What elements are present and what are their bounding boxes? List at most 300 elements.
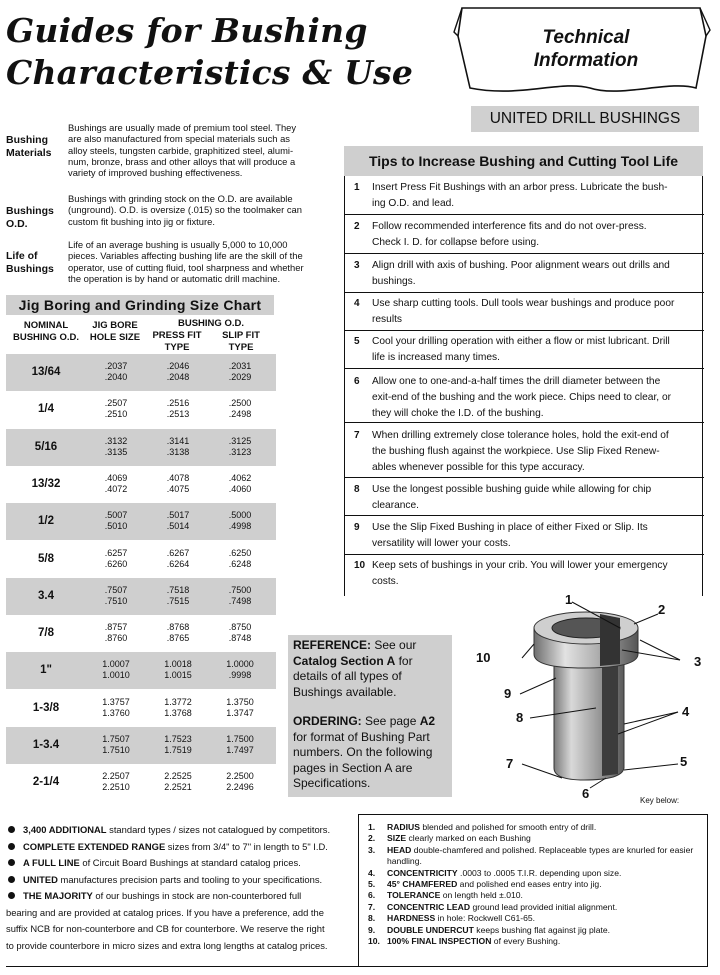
callout-1: 1 <box>565 592 573 607</box>
chart-row-press-values <box>148 473 208 495</box>
tip-text-line: the bushing flush against the workpiece. Use Slip Fixed Renew- <box>372 446 660 457</box>
key-item-bold: HARDNESS <box>387 913 436 924</box>
chart-value: .2500 <box>228 398 252 409</box>
chart-row <box>6 578 276 615</box>
chart-row <box>6 466 276 503</box>
info-text <box>68 193 338 227</box>
chart-row-press-values <box>148 697 208 719</box>
callout-6: 6 <box>582 786 590 801</box>
key-item-text: in hole: Rockwell C61-65. <box>435 913 536 924</box>
bullet-dot <box>8 876 15 883</box>
chart-row-size: 1/2 <box>38 515 54 528</box>
chart-value: .5010 <box>104 521 128 532</box>
chart-value: .9998 <box>228 670 252 681</box>
col-header-jig-bore <box>84 320 146 344</box>
chart-row-size: 1" <box>40 664 52 677</box>
tip-text-line: exit-end of the bushing and the work piece. Chips need to clear, or <box>372 392 672 403</box>
key-item-bold: DOUBLE UNDERCUT <box>387 924 474 935</box>
chart-value: 1.3772 <box>164 696 192 707</box>
chart-row-slip-values <box>210 697 270 719</box>
key-item-text: keeps bushing flat against jig plate. <box>473 924 611 935</box>
chart-value: 1.0010 <box>102 670 130 681</box>
key-below-label: Key below: <box>640 796 680 805</box>
chart-row-press-values <box>148 622 208 644</box>
key-item-bold: RADIUS <box>387 822 420 832</box>
key-item-bold: SIZE <box>387 833 407 844</box>
feature-bullet-bold: THE MAJORITY <box>23 890 93 901</box>
feature-bullet-text: of our bushings in stock are non-counterbored full <box>92 890 302 901</box>
tip-divider <box>345 368 704 369</box>
tip-text <box>372 428 700 476</box>
tip-text <box>372 334 700 366</box>
bottom-rule <box>6 966 708 967</box>
chart-value: .8757 <box>104 622 128 633</box>
chart-value: .7498 <box>228 595 252 606</box>
col-header-press-2: TYPE <box>164 342 190 353</box>
chart-row-jig-values <box>86 361 146 383</box>
chart-value: .7515 <box>166 595 190 606</box>
info-text-line: Bushings with grinding stock on the O.D. are available <box>68 193 293 204</box>
tip-text <box>372 296 700 328</box>
key-item <box>368 879 708 890</box>
key-box-left-border <box>358 814 359 966</box>
bullet-dot <box>8 859 15 866</box>
chart-value: 1.7500 <box>226 734 254 744</box>
chart-value: .3123 <box>228 446 252 457</box>
chart-row-size: 1-3/8 <box>32 701 60 714</box>
key-item-bold: 100% FINAL INSPECTION <box>387 936 492 947</box>
chart-row-jig-values <box>86 622 146 644</box>
key-item <box>368 833 708 844</box>
tip-number: 5 <box>354 336 360 347</box>
chart-row-size: 13/32 <box>31 477 61 490</box>
chart-value: .2031 <box>228 361 252 371</box>
feature-bullet-bold: UNITED <box>23 873 58 885</box>
chart-row-slip-values <box>210 510 270 532</box>
key-item-number: 3. <box>368 844 376 855</box>
key-item-text: blended and polished for smooth entry of drill. <box>419 822 597 832</box>
feature-bullet-bold: A FULL LINE <box>23 857 80 868</box>
chart-row-slip-values <box>210 622 270 644</box>
chart-value: .2507 <box>104 398 128 409</box>
chart-value: .8765 <box>166 633 190 644</box>
chart-row-slip-values <box>210 734 270 756</box>
chart-row-jig-values <box>86 734 146 756</box>
chart-value: .3132 <box>104 435 128 446</box>
ordering-paragraph <box>293 714 447 792</box>
chart-row-press-values <box>148 659 208 681</box>
key-item-number: 9. <box>368 924 376 935</box>
chart-value: .6260 <box>104 558 128 569</box>
chart-value: .8768 <box>166 622 190 633</box>
chart-value: 1.0007 <box>102 659 130 670</box>
chart-row <box>6 652 276 689</box>
key-item <box>368 845 708 868</box>
bushing-diagram <box>472 588 712 808</box>
tip-text-line: Check I. D. for collapse before using. <box>372 237 540 248</box>
chart-value: 1.7507 <box>102 734 130 744</box>
chart-value: 1.3747 <box>226 707 254 718</box>
feature-bullet-text: standard types / sizes not catalogued by competitors. <box>106 824 331 835</box>
chart-value: 1.3760 <box>102 707 130 718</box>
tip-text <box>372 482 700 514</box>
chart-value: 1.3750 <box>226 696 254 707</box>
tip-text-line: Keep sets of bushings in your crib. You will lower your emergency <box>372 560 668 571</box>
chart-row-slip-values <box>210 771 270 793</box>
badge-line-2: Information <box>533 50 639 71</box>
chart-row-slip-values <box>210 473 270 495</box>
chart-row-slip-values <box>210 398 270 420</box>
tip-text-line: Use sharp cutting tools. Dull tools wear bushings and produce poor <box>372 298 675 309</box>
tip-number: 4 <box>354 298 360 309</box>
chart-value: .5007 <box>104 510 128 521</box>
key-item-number: 10. <box>368 936 380 947</box>
chart-value: .2516 <box>166 398 190 409</box>
chart-row-press-values <box>148 361 208 383</box>
chart-row-jig-values <box>86 548 146 570</box>
title-line-2: Characteristics & Use <box>6 53 414 92</box>
chart-value: .6264 <box>166 558 190 569</box>
technical-info-badge <box>450 2 712 98</box>
tip-number: 6 <box>354 376 360 387</box>
key-item-bold: CONCENTRICITY <box>387 867 458 878</box>
tips-heading: Tips to Increase Bushing and Cutting Tool Life <box>344 146 703 176</box>
chart-value: .2510 <box>104 409 128 420</box>
chart-value: .2048 <box>166 372 190 382</box>
chart-value: .4069 <box>104 472 128 483</box>
feature-bullet <box>6 855 356 872</box>
chart-value: 2.2525 <box>164 771 192 782</box>
feature-bullet-text: manufactures precision parts and tooling to your specifications. <box>57 873 323 885</box>
key-item <box>368 902 708 913</box>
chart-row-slip-values <box>210 548 270 570</box>
col-header-press-1: PRESS FIT <box>152 330 202 341</box>
key-item <box>368 822 708 833</box>
chart-value: .2040 <box>104 372 128 382</box>
chart-row-slip-values <box>210 436 270 458</box>
chart-value: .2029 <box>228 372 252 382</box>
callout-4: 4 <box>682 704 690 719</box>
chart-value: .6257 <box>104 547 128 558</box>
callout-7: 7 <box>506 756 514 771</box>
tip-text-line: ing O.D. and lead. <box>372 198 455 209</box>
key-item-number: 2. <box>368 833 376 844</box>
col-header-slip-fit <box>210 330 272 354</box>
chart-value: 1.3768 <box>164 707 192 718</box>
key-item-bold: 45° CHAMFERED <box>387 879 458 890</box>
info-text <box>68 239 338 284</box>
callout-5: 5 <box>680 754 688 769</box>
callout-2: 2 <box>658 602 666 617</box>
chart-value: 1.0000 <box>226 659 254 670</box>
tip-number: 10 <box>354 560 366 571</box>
chart-value: .3125 <box>228 435 252 446</box>
key-item-number: 6. <box>368 890 376 901</box>
key-item <box>368 868 708 879</box>
feature-bullet-text: of Circuit Board Bushings at standard catalog prices. <box>79 857 301 868</box>
key-item-text: ground lead provided initial alignment. <box>470 901 618 912</box>
chart-value: .7518 <box>166 584 190 595</box>
chart-value: 2.2496 <box>226 782 254 793</box>
tip-number: 7 <box>354 430 360 441</box>
chart-value: 1.7510 <box>102 745 130 755</box>
chart-value: 1.3757 <box>102 696 130 707</box>
tip-text <box>372 258 700 290</box>
col-header-bushing-od: BUSHING O.D. <box>178 318 244 329</box>
info-text-line: the operation is by hand or automatic drill machine. <box>68 272 281 284</box>
col-header-jig-1: JIG BORE <box>92 320 138 331</box>
key-box-top-border <box>358 814 708 815</box>
info-label-line: Materials <box>6 147 52 159</box>
tip-text-line: life is increased many times. <box>372 352 500 363</box>
key-item-bold: CONCENTRIC LEAD <box>387 901 471 912</box>
key-item-number: 1. <box>368 822 376 832</box>
tip-divider <box>345 253 704 254</box>
chart-value: 2.2510 <box>102 782 130 793</box>
info-label-line: Bushing <box>6 134 48 146</box>
tip-text <box>372 219 700 251</box>
key-item-text: on length held ±.010. <box>440 890 523 901</box>
chart-row <box>6 764 276 801</box>
chart-row-size: 13/64 <box>31 366 61 378</box>
feature-bullet-continuation: suffix NCB for non-counterbore and CB for counterbore. We reserve the right <box>6 923 325 934</box>
tip-text <box>372 374 700 422</box>
chart-value: .3135 <box>104 446 128 457</box>
chart-value: .7500 <box>228 584 252 595</box>
info-text-line: Life of an average bushing is usually 5,000 to 10,000 <box>68 239 288 250</box>
key-item-number: 8. <box>368 913 376 924</box>
tip-text-line: Use the Slip Fixed Bushing in place of either Fixed or Slip. Its <box>372 522 648 533</box>
tip-number: 1 <box>354 182 360 193</box>
feature-bullet <box>6 872 356 889</box>
chart-value: .5017 <box>166 510 190 521</box>
chart-row-size: 2-1/4 <box>32 776 60 789</box>
chart-row-jig-values <box>86 585 146 607</box>
tip-divider <box>345 554 704 555</box>
chart-value: .8750 <box>228 622 252 633</box>
united-drill-bushings-label: UNITED DRILL BUSHINGS <box>471 106 699 132</box>
info-label-line: Life of <box>6 250 38 262</box>
chart-value: .2037 <box>104 361 128 371</box>
tip-text <box>372 180 700 212</box>
chart-row-jig-values <box>86 473 146 495</box>
info-text-line: (unground). O.D. is oversize (.015) so the toolmaker can <box>68 204 302 216</box>
chart-row-size: 3.4 <box>38 589 54 602</box>
badge-text <box>486 26 686 72</box>
key-item-number: 7. <box>368 901 376 912</box>
chart-value: .4075 <box>166 483 190 494</box>
ordering-text-2: for format of Bushing Part numbers. On the following pages in Section A are Specifications. <box>293 729 433 790</box>
chart-row-jig-values <box>86 697 146 719</box>
reference-heading: REFERENCE: <box>293 638 372 652</box>
feature-bullets <box>6 822 356 954</box>
info-label <box>6 134 66 160</box>
feature-bullet <box>6 822 356 839</box>
info-label <box>6 205 66 231</box>
title-line-1: Guides for Bushing <box>6 11 368 50</box>
chart-value: .3138 <box>166 446 190 457</box>
page-title <box>6 10 446 94</box>
tip-divider <box>345 477 704 478</box>
key-item <box>368 890 708 901</box>
tip-text-line: costs. <box>372 576 399 587</box>
chart-row <box>6 503 276 540</box>
key-item-bold: TOLERANCE <box>387 890 441 901</box>
info-text-line: custom fit bushing into jig or fixture. <box>68 215 215 227</box>
info-label <box>6 250 66 276</box>
chart-value: .5014 <box>166 521 190 532</box>
tips-list <box>344 176 703 596</box>
feature-bullet-continuation: to provide counterbore in micro sizes and extra long lengths at catalog prices. <box>6 939 328 951</box>
info-text-line: num, bronze, brass and other alloys that will produce a <box>68 155 296 167</box>
bullet-dot <box>8 892 15 899</box>
chart-row <box>6 429 276 466</box>
tip-text-line: Use the longest possible bushing guide while allowing for chip <box>372 484 652 495</box>
info-label-line: O.D. <box>6 218 28 230</box>
tip-number: 3 <box>354 260 360 271</box>
key-item-bold: HEAD <box>387 844 412 855</box>
chart-row-press-values <box>148 510 208 532</box>
chart-row <box>6 615 276 652</box>
chart-value: 2.2500 <box>226 771 254 782</box>
chart-row-size: 5/16 <box>34 440 58 453</box>
chart-row-slip-values <box>210 585 270 607</box>
key-item <box>368 936 708 947</box>
info-text-line: Bushings are usually made of premium tool steel. They <box>68 122 297 133</box>
chart-value: .4072 <box>104 483 128 494</box>
ordering-page-ref: A2 <box>419 714 436 728</box>
reference-text-1: See our <box>371 638 417 652</box>
tip-text-line: bushings. <box>372 276 416 287</box>
chart-row-slip-values <box>210 361 270 383</box>
col-header-slip-1: SLIP FIT <box>222 330 260 341</box>
feature-bullet-text: sizes from 3/4" to 7" in length to 5" I.D. <box>165 840 328 852</box>
callout-3: 3 <box>694 654 702 669</box>
bullet-dot <box>8 826 15 833</box>
chart-value: .4060 <box>228 483 252 494</box>
chart-row-press-values <box>148 398 208 420</box>
tip-text-line: Allow one to one-and-a-half times the drill diameter between the <box>372 376 661 387</box>
col-header-jig-2: HOLE SIZE <box>89 332 141 343</box>
chart-value: 1.7519 <box>164 745 192 755</box>
key-item-text: clearly marked on each Bushing <box>406 833 531 844</box>
tip-divider <box>345 515 704 516</box>
chart-row-press-values <box>148 585 208 607</box>
chart-row-size: 1/4 <box>38 403 54 416</box>
tip-divider <box>345 330 704 331</box>
info-label-line: Bushings <box>6 205 54 217</box>
chart-value: .6248 <box>228 558 252 569</box>
chart-value: .7510 <box>104 595 128 606</box>
tip-text-line: they will choke the I.D. of the bushing. <box>372 408 544 419</box>
feature-bullet <box>6 888 356 905</box>
col-header-slip-2: TYPE <box>228 342 254 353</box>
tip-text-line: ables whenever possible for this type accuracy. <box>372 462 585 473</box>
info-block <box>6 239 338 299</box>
key-item-text: double-chamfered and polished. Replaceable types are knurled for easier handling. <box>387 844 694 867</box>
chart-row-size: 7/8 <box>38 627 54 640</box>
feature-bullet-bold: COMPLETE EXTENDED RANGE <box>23 840 166 852</box>
chart-value: .8760 <box>104 633 128 644</box>
tip-text-line: When drilling extremely close tolerance holes, hold the exit-end of <box>372 430 669 441</box>
key-item-text: and polished end eases entry into jig. <box>457 879 602 890</box>
key-item <box>368 913 708 924</box>
chart-value: .6267 <box>166 547 190 558</box>
info-text-line: pieces. Variables affecting bushing life are the skill of the <box>68 250 303 262</box>
tip-text-line: versatility will lower your costs. <box>372 538 511 549</box>
feature-bullet-bold: 3,400 ADDITIONAL <box>23 824 107 835</box>
col-header-press-fit <box>146 330 208 354</box>
chart-value: .2513 <box>166 409 190 420</box>
feature-bullet <box>6 839 356 856</box>
chart-value: .3141 <box>166 435 190 446</box>
chart-row-slip-values <box>210 659 270 681</box>
tip-text-line: Follow recommended interference fits and do not over-press. <box>372 221 647 232</box>
reference-box <box>288 635 452 797</box>
chart-row-jig-values <box>86 436 146 458</box>
chart-value: 1.7497 <box>226 745 254 755</box>
callout-8: 8 <box>516 710 524 725</box>
chart-value: 1.7523 <box>164 734 192 744</box>
key-item-number: 5. <box>368 879 376 890</box>
chart-value: .8748 <box>228 633 252 644</box>
chart-row <box>6 354 276 391</box>
chart-value: 2.2507 <box>102 771 130 782</box>
chart-row-jig-values <box>86 659 146 681</box>
callout-10: 10 <box>476 650 491 665</box>
tip-number: 9 <box>354 522 360 533</box>
chart-value: 2.2521 <box>164 782 192 793</box>
reference-paragraph <box>293 638 447 700</box>
ordering-heading: ORDERING: <box>293 714 362 728</box>
chart-value: .2046 <box>166 361 190 371</box>
tip-text <box>372 520 700 552</box>
chart-row <box>6 690 276 727</box>
key-item-number: 4. <box>368 867 376 878</box>
callout-9: 9 <box>504 686 512 701</box>
chart-value: 1.0018 <box>164 659 192 670</box>
info-text <box>68 122 338 178</box>
info-text-line: are also manufactured from special materials such as <box>68 133 290 145</box>
tip-number: 2 <box>354 221 360 232</box>
chart-row-size: 5/8 <box>38 552 54 565</box>
tip-divider <box>345 214 704 215</box>
chart-value: .6250 <box>228 547 252 558</box>
ordering-text-1: See page <box>361 714 420 728</box>
reference-link-catalog: Catalog Section A <box>293 653 396 668</box>
chart-value: .7507 <box>104 584 128 595</box>
chart-value: .5000 <box>228 510 252 521</box>
chart-value: .4998 <box>228 521 252 532</box>
badge-line-1: Technical <box>542 27 630 48</box>
info-text-line: variety of improved bushing effectiveness. <box>68 167 243 179</box>
key-item-text: .0003 to .0005 T.I.R. depending upon size. <box>457 867 622 878</box>
chart-row-press-values <box>148 548 208 570</box>
info-text-line: alloy steels, tungsten carbide, graphitized steel, alumi- <box>68 144 294 156</box>
chart-row-jig-values <box>86 398 146 420</box>
key-item <box>368 925 708 936</box>
tip-text-line: Align drill with axis of bushing. Poor alignment wears out drills and <box>372 260 670 271</box>
chart-row <box>6 727 276 764</box>
tip-text-line: results <box>372 314 403 325</box>
size-chart-title: Jig Boring and Grinding Size Chart <box>6 295 274 315</box>
bullet-dot <box>8 843 15 850</box>
col-header-nominal <box>6 320 86 344</box>
tip-divider <box>345 292 704 293</box>
chart-value: .4062 <box>228 472 252 483</box>
chart-row <box>6 391 276 428</box>
col-header-nominal-1: NOMINAL <box>23 320 69 331</box>
